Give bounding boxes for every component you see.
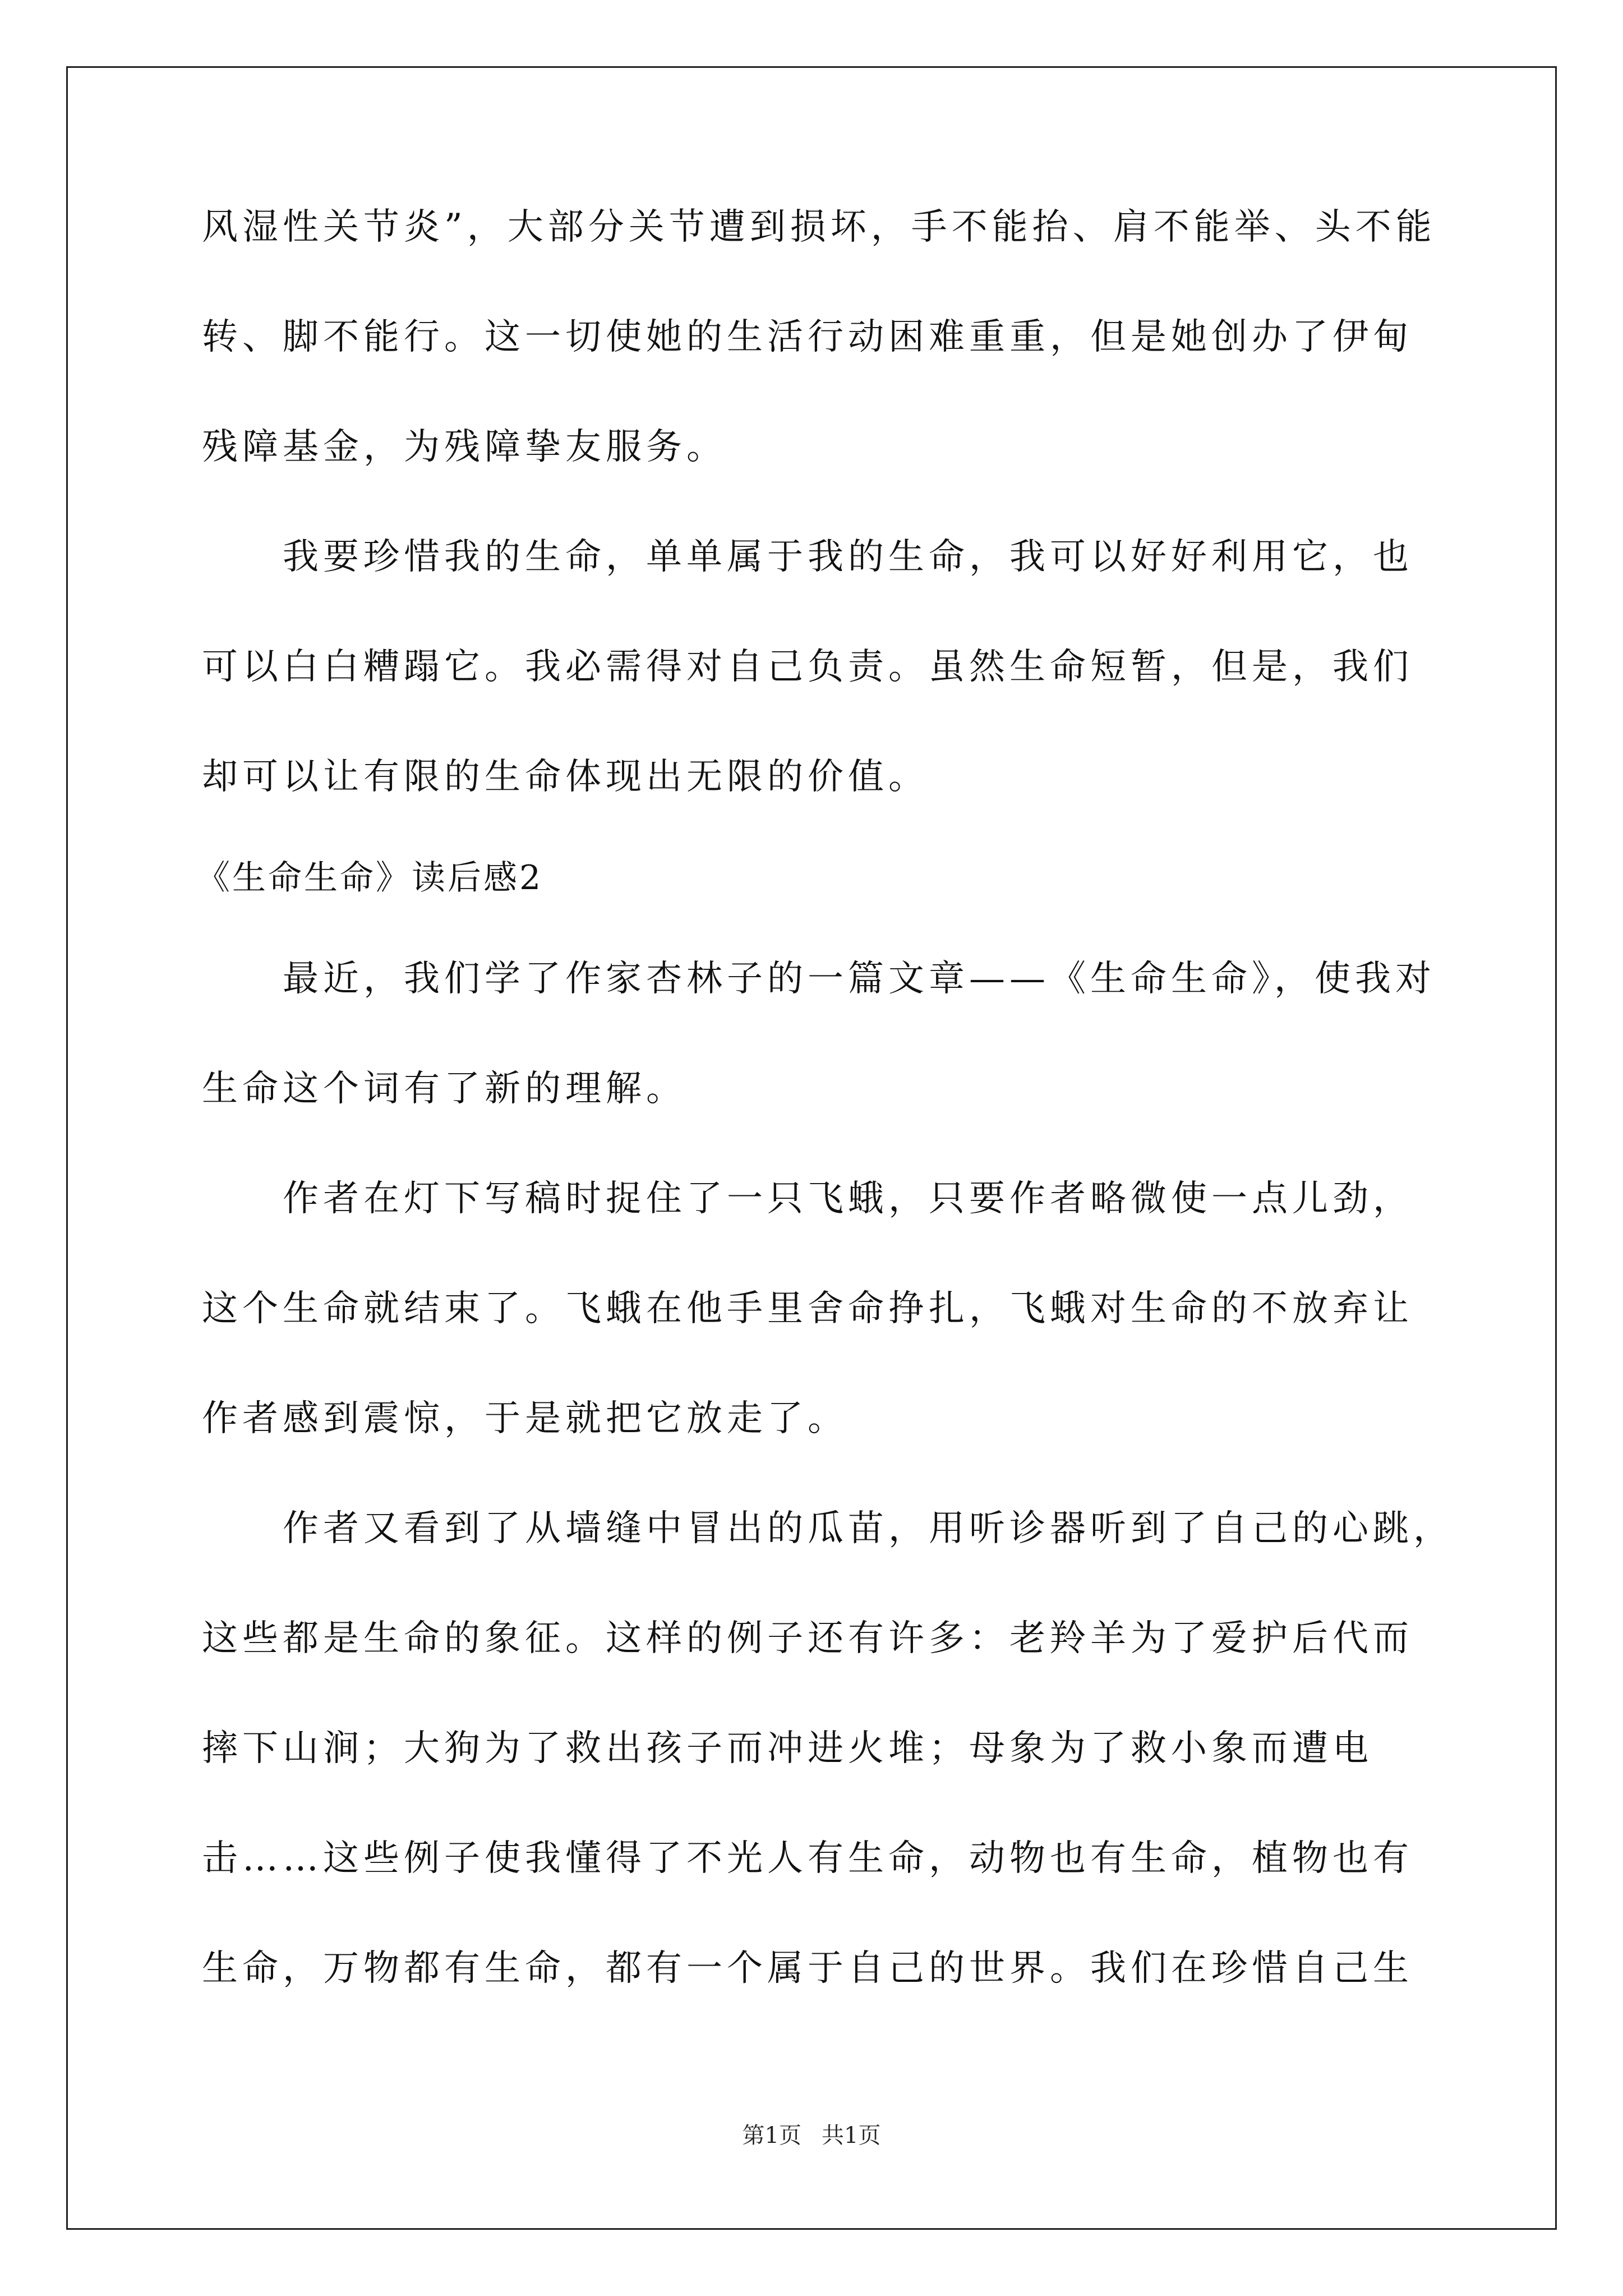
- text-line: 风湿性关节炎”，大部分关节遭到损坏，手不能抬、肩不能举、头不能: [202, 206, 1436, 248]
- text-line: 转、脚不能行。这一切使她的生活行动困难重重，但是她创办了伊甸: [202, 316, 1413, 358]
- page-number: 第1页: [742, 2123, 801, 2148]
- paragraph-first-line: 作者在灯下写稿时捉住了一只飞蛾，只要作者略微使一点儿劲，: [283, 1178, 1413, 1220]
- paragraph-first-line: 作者又看到了从墙缝中冒出的瓜苗，用听诊器听到了自己的心跳，: [283, 1508, 1454, 1549]
- text-line: 生命这个词有了新的理解。: [202, 1068, 686, 1110]
- text-line: 这个生命就结束了。飞蛾在他手里舍命挣扎，飞蛾对生命的不放弃让: [202, 1288, 1413, 1329]
- text-line: 残障基金，为残障挚友服务。: [202, 426, 727, 468]
- text-line: 生命，万物都有生命，都有一个属于自己的世界。我们在珍惜自己生: [202, 1948, 1413, 1989]
- text-line: 作者感到震惊，于是就把它放走了。: [202, 1398, 848, 1439]
- section-heading: 《生命生命》读后感2: [196, 858, 543, 898]
- text-line: 可以白白糟蹋它。我必需得对自己负责。虽然生命短暂，但是，我们: [202, 646, 1413, 688]
- text-line: 却可以让有限的生命体现出无限的价值。: [202, 756, 929, 798]
- page-footer: [0, 2122, 1623, 2150]
- page-total: 共1页: [822, 2123, 881, 2148]
- text-line: 这些都是生命的象征。这样的例子还有许多：老羚羊为了爱护后代而: [202, 1618, 1413, 1659]
- paragraph-first-line: 我要珍惜我的生命，单单属于我的生命，我可以好好利用它，也: [283, 536, 1413, 578]
- page-border: [66, 66, 1557, 2230]
- paragraph-first-line: 最近，我们学了作家杏林子的一篇文章——《生命生命》，使我对: [283, 958, 1436, 1000]
- text-line: 击……这些例子使我懂得了不光人有生命，动物也有生命，植物也有: [202, 1838, 1413, 1879]
- text-line: 摔下山涧；大狗为了救出孩子而冲进火堆；母象为了救小象而遭电: [202, 1728, 1373, 1769]
